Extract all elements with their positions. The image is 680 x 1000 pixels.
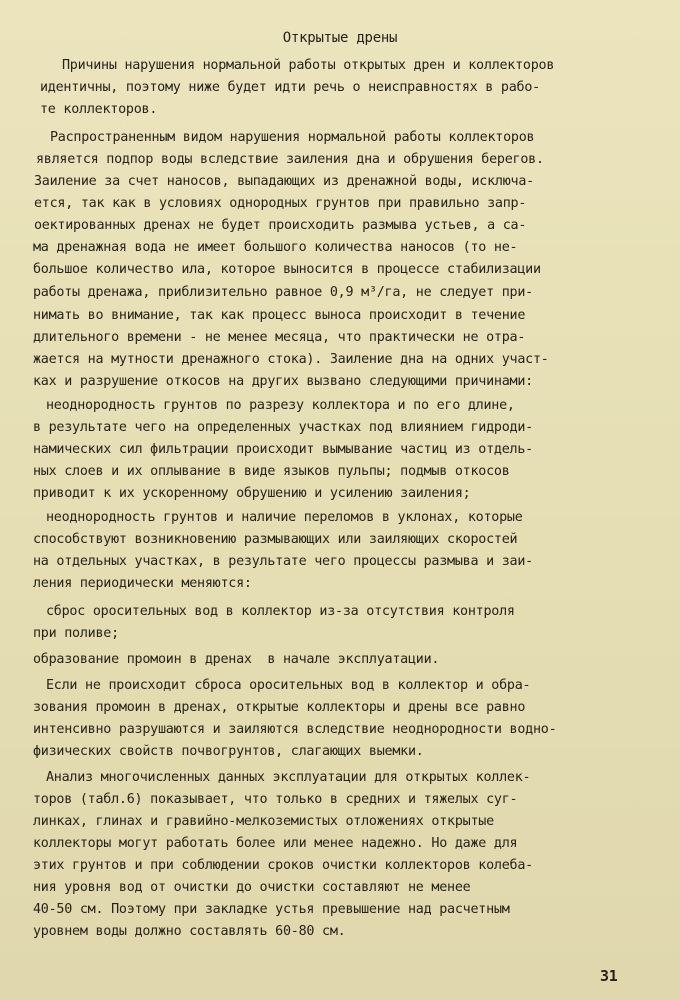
text-line: идентичны, поэтому ниже будет идти речь о неисправностях в рабо-	[40, 80, 540, 95]
text-line: торов (табл.6) показывает, что только в средних и тяжелых суг-	[33, 792, 518, 807]
text-line: ках и разрушение откосов на других вызвано следующими причинами:	[33, 374, 533, 389]
text-line: этих грунтов и при соблюдении сроков очистки коллекторов колеба-	[33, 858, 533, 873]
text-line: Заиление за счет наносов, выпадающих из дренажной воды, исключа-	[34, 174, 534, 189]
text-line: ных слоев и их оплывание в виде языков пульпы; подмыв откосов	[33, 464, 510, 479]
text-line: зования промоин в дренах, открытые коллекторы и дрены все равно	[33, 700, 526, 715]
text-line: на отдельных участках, в результате чего процессы размыва и заи-	[33, 554, 533, 569]
text-line: те коллекторов.	[40, 102, 158, 117]
text-line: ма дренажная вода не имеет большого количества наносов (то не-	[33, 240, 518, 255]
text-line: жается на мутности дренажного стока). Заиление дна на одних участ-	[33, 352, 549, 367]
text-line: Если не происходит сброса оросительных вод в коллектор и обра-	[46, 678, 531, 693]
text-line: интенсивно разрушаются и заиляются вследствие неоднородности водно-	[33, 722, 557, 737]
text-line: Причины нарушения нормальной работы открытых дрен и коллекторов	[62, 58, 555, 73]
text-line: работы дренажа, приблизительно равное 0,9 м³/га, не следует при-	[33, 285, 533, 300]
text-line: в результате чего на определенных участках под влиянием гидроди-	[33, 420, 533, 435]
text-line: нимать во внимание, так как процесс выноса происходит в течение	[33, 308, 526, 323]
text-line: неоднородность грунтов и наличие переломов в уклонах, которые	[46, 510, 523, 525]
text-line: способствуют возникновению размывающих или заиляющих скоростей	[33, 532, 518, 547]
text-line: линках, глинах и гравийно-мелкоземистых отложениях открытые	[33, 814, 494, 829]
text-line: ления периодически меняются:	[33, 576, 252, 591]
text-line: при поливе;	[33, 626, 119, 641]
text-line: ется, так как в условиях однородных грунтов при правильно запр-	[34, 196, 527, 211]
text-line: длительного времени - не менее месяца, что практически не отра-	[33, 330, 526, 345]
text-line: оектированных дренах не будет происходить размыва устьев, а са-	[34, 218, 527, 233]
text-line: 40-50 см. Поэтому при закладке устья превышение над расчетным	[33, 902, 510, 917]
text-line: физических свойств почвогрунтов, слагающих выемки.	[33, 744, 424, 759]
text-line: уровнем воды должно составлять 60-80 см.	[33, 924, 346, 939]
text-line: большое количество ила, которое выносится в процессе стабилизации	[33, 262, 541, 277]
text-line: приводит к их ускоренному обрушению и усилению заиления;	[33, 486, 471, 501]
text-line: Анализ многочисленных данных эксплуатации для открытых коллек-	[46, 770, 531, 785]
text-line: сброс оросительных вод в коллектор из-за отсутствия контроля	[46, 604, 515, 619]
page-title: Открытые дрены	[282, 30, 398, 46]
text-line: образование промоин в дренах в начале эксплуатации.	[33, 652, 440, 667]
text-line: намических сил фильтрации происходит вымывание частиц из отдель-	[33, 442, 533, 457]
text-line: неоднородность грунтов по разрезу коллектора и по его длине,	[46, 398, 515, 413]
text-line: коллекторы могут работать более или менее надежно. Но даже для	[33, 836, 518, 851]
text-line: является подпор воды вследствие заиления дна и обрушения берегов.	[36, 152, 544, 167]
text-line: ния уровня вод от очистки до очистки составляют не менее	[33, 880, 471, 895]
page-number: 31	[600, 967, 618, 985]
text-line: Распространенным видом нарушения нормальной работы коллекторов	[50, 130, 535, 145]
